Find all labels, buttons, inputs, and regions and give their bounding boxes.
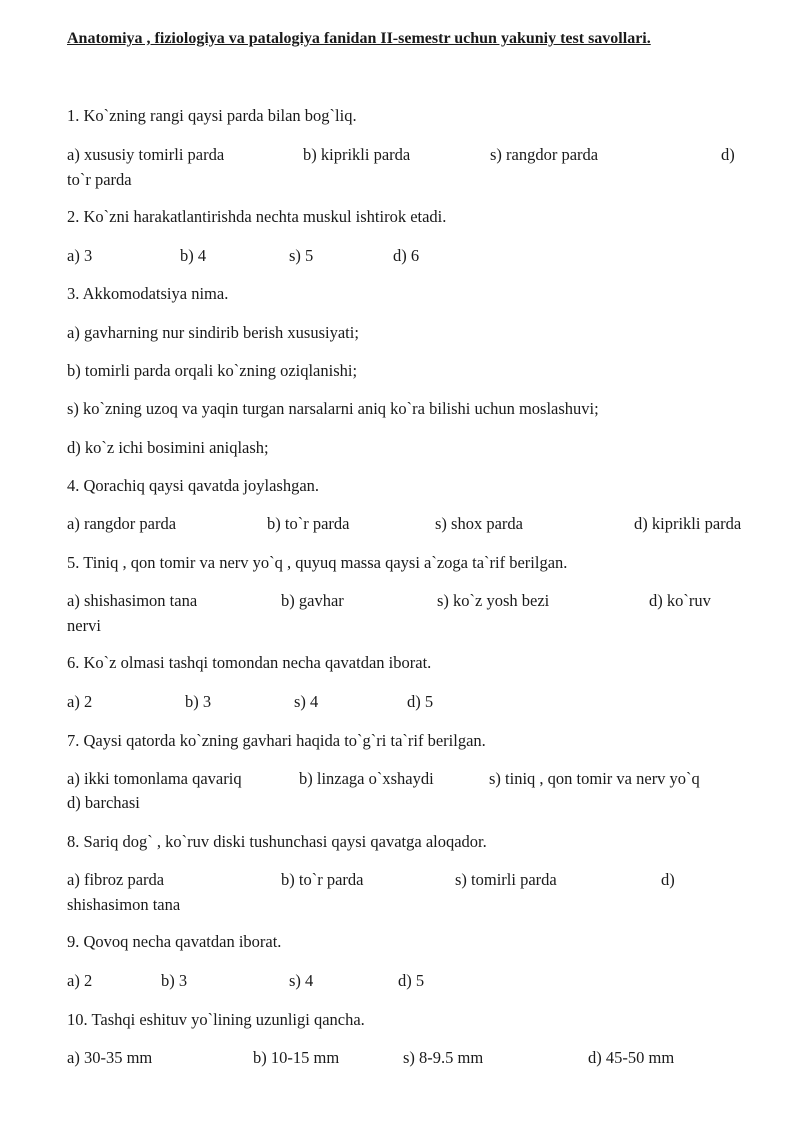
q4-option-d: d) kiprikli parda <box>634 514 742 533</box>
q5-option-b: b) gavhar <box>281 591 344 610</box>
q2-option-b: b) 4 <box>180 246 207 265</box>
q6-option-a: a) 2 <box>67 692 93 711</box>
q8-option-b: b) to`r parda <box>281 870 364 889</box>
q4-option-a: a) rangdor parda <box>67 514 177 533</box>
q7-option-b: b) linzaga o`xshaydi <box>299 769 434 788</box>
q7-option-s: s) tiniq , qon tomir va nerv yo`q <box>489 769 700 788</box>
q7-option-d: d) barchasi <box>67 793 140 812</box>
q8-option-d-text: shishasimon tana <box>67 895 181 914</box>
q1-option-d: d) <box>721 145 735 164</box>
q10-option-a: a) 30-35 mm <box>67 1048 153 1067</box>
q9-option-a: a) 2 <box>67 971 93 990</box>
q1-option-a: a) xususiy tomirli parda <box>67 145 225 164</box>
question-6: 6. Ko`z olmasi tashqi tomondan necha qavatdan iborat. <box>67 653 432 672</box>
q2-option-a: a) 3 <box>67 246 93 265</box>
q8-option-d: d) <box>661 870 675 889</box>
question-4: 4. Qorachiq qaysi qavatda joylashgan. <box>67 476 320 495</box>
q3-option-a: a) gavharning nur sindirib berish xususiyati; <box>67 323 359 342</box>
page-title: Anatomiya , fiziologiya va patalogiya fanidan II-semestr uchun yakuniy test savollari. <box>67 30 651 47</box>
q5-option-a: a) shishasimon tana <box>67 591 198 610</box>
q1-option-s: s) rangdor parda <box>490 145 599 164</box>
q10-option-d: d) 45-50 mm <box>588 1048 675 1067</box>
q6-option-d: d) 5 <box>407 692 434 711</box>
question-9: 9. Qovoq necha qavatdan iborat. <box>67 932 282 951</box>
q10-option-s: s) 8-9.5 mm <box>403 1048 484 1067</box>
question-3: 3. Akkomodatsiya nima. <box>67 284 229 303</box>
q2-option-s: s) 5 <box>289 246 314 265</box>
question-10: 10. Tashqi eshituv yo`lining uzunligi qancha. <box>67 1010 365 1029</box>
q5-option-d-text: nervi <box>67 616 101 635</box>
q6-option-s: s) 4 <box>294 692 319 711</box>
q8-option-s: s) tomirli parda <box>455 870 557 889</box>
q1-option-b: b) kiprikli parda <box>303 145 411 164</box>
q3-option-b: b) tomirli parda orqali ko`zning oziqlanishi; <box>67 361 358 380</box>
q5-option-s: s) ko`z yosh bezi <box>437 591 550 610</box>
q4-option-b: b) to`r parda <box>267 514 350 533</box>
q7-option-a: a) ikki tomonlama qavariq <box>67 769 242 788</box>
q3-option-d: d) ko`z ichi bosimini aniqlash; <box>67 438 269 457</box>
question-1: 1. Ko`zning rangi qaysi parda bilan bog`liq. <box>67 106 357 125</box>
q8-option-a: a) fibroz parda <box>67 870 165 889</box>
q1-option-d-text: to`r parda <box>67 170 132 189</box>
q6-option-b: b) 3 <box>185 692 212 711</box>
question-8: 8. Sariq dog` , ko`ruv diski tushunchasi qaysi qavatga aloqador. <box>67 832 487 851</box>
q3-option-s: s) ko`zning uzoq va yaqin turgan narsalarni aniq ko`ra bilishi uchun moslashuvi; <box>67 399 599 418</box>
q5-option-d: d) ko`ruv <box>649 591 711 610</box>
q9-option-b: b) 3 <box>161 971 188 990</box>
question-2: 2. Ko`zni harakatlantirishda nechta muskul ishtirok etadi. <box>67 207 447 226</box>
q9-option-d: d) 5 <box>398 971 425 990</box>
q10-option-b: b) 10-15 mm <box>253 1048 340 1067</box>
q4-option-s: s) shox parda <box>435 514 523 533</box>
q9-option-s: s) 4 <box>289 971 314 990</box>
question-7: 7. Qaysi qatorda ko`zning gavhari haqida to`g`ri ta`rif berilgan. <box>67 731 486 750</box>
question-5: 5. Tiniq , qon tomir va nerv yo`q , quyuq massa qaysi a`zoga ta`rif berilgan. <box>67 553 568 572</box>
q2-option-d: d) 6 <box>393 246 420 265</box>
